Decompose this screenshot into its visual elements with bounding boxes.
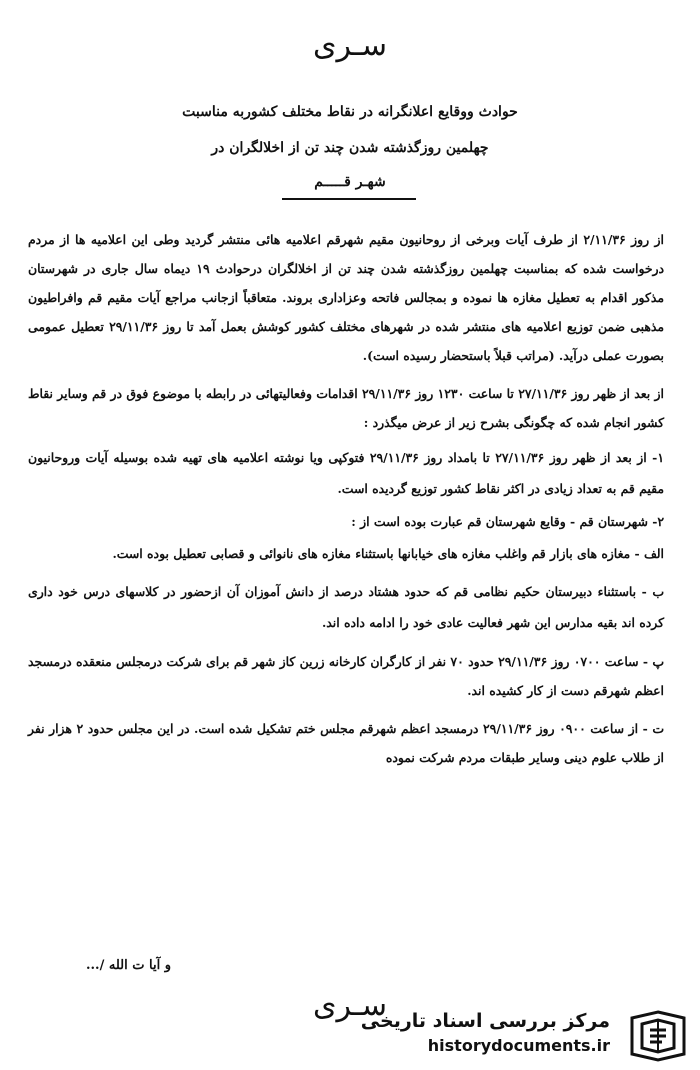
watermark [360, 1008, 688, 1064]
classification-stamp-bottom: سـری [313, 988, 387, 1023]
archive-logo-icon [628, 1008, 688, 1064]
paragraph-item-1: ۱- از بعد از ظهر روز ۲۷/۱۱/۳۶ تا بامداد روز ۲۹/۱۱/۳۶ فتوکپی ویا نوشته اعلامیه های تهیه شده بوسیله آیات وروحانیون مقیم قم به تعداد زیادی در اکثر نقاط کشور توزیع گردیده است. [28, 450, 664, 496]
watermark-site: historydocuments.ir [427, 1036, 610, 1055]
title-line-1: حوادث ووقایع اعلانگرانه در نقاط مختلف کشوربه مناسبت [182, 104, 518, 120]
classification-stamp-top: سـری [313, 28, 387, 63]
watermark-text [361, 1010, 610, 1055]
title-line-3: شهـر قـــــم [314, 174, 386, 190]
paragraph-item-2: ۲- شهرستان قم - وقایع شهرستان قم عبارت بوده است از : [351, 514, 664, 529]
closing-line: و آیا ت الله /... [86, 958, 171, 973]
paragraph-item-be: ب - باستثناء دبیرستان حکیم نظامی قم که حدود هشتاد درصد از دانش آموزان آن ازحضور در کلاسهای درس خود داری کرده اند بقیه مدارس این شهر فعالیت عادی خود را ادامه داده اند. [28, 584, 664, 631]
title-line-2: چهلمین روزگذشته شدن چند تن از اخلالگران در [211, 140, 489, 156]
paragraph-summary: از بعد از ظهر روز ۲۷/۱۱/۳۶ تا ساعت ۱۲۳۰ روز ۲۹/۱۱/۳۶ اقدامات وفعالیتهائی در رابطه با موضوع فوق در قم وسایر نقاط کشور انجام شده که چگونگی بشرح زیر از عرض میگذرد : [28, 386, 664, 430]
paragraph-item-te: ت - از ساعت ۰۹۰۰ روز ۲۹/۱۱/۳۶ درمسجد اعظم شهرقم مجلس ختم تشکیل شده است. در این مجلس حدود ۲ هزار نفر از طلاب علوم دینی وسایر طبقات مردم شرکت نموده [28, 721, 664, 766]
paragraph-intro: از روز ۲/۱۱/۳۶ از طرف آیات وبرخی از روحانیون مقیم شهرقم اعلامیه هائی منتشر گردید وطی این اعلامیه ها از مردم درخواست شده که بمناسبت چهلمین روزگذشته شدن چند تن از اخلالگران درحوادث ۱۹ دیماه سال جاری در شهرستان مذکور اقدام به تعطیل مغازه ها نموده و بمجالس فاتحه وعزاداری بروند. متعاقباً ازجانب مراجع آیات مقیم قم وافراطیون مذهبی ضمن توزیع اعلامیه های منتشر شده در شهرهای مختلف کشور کوشش بعمل آمد تا روز ۲۹/۱۱/۳۶ تعطیل عمومی بصورت عملی درآید. (مراتب قبلاً باستحضار رسیده است). [28, 232, 665, 363]
watermark-org-name: مرکز بررسی اسناد تاریخی [360, 1010, 610, 1032]
paragraph-item-alef: الف - مغازه های بازار قم واغلب مغازه های خیابانها باستثناء مغازه های نانوائی و قصابی تعطیل بوده است. [112, 545, 664, 561]
paragraph-item-pe: پ - ساعت ۰۷۰۰ روز ۲۹/۱۱/۳۶ حدود ۷۰ نفر از کارگران کارخانه زرین کاز شهر قم برای شرکت درمجلس منعقده درمسجد اعظم شهرقم دست از کار کشیده اند. [28, 654, 665, 699]
title-underline [282, 198, 416, 200]
document-body [28, 225, 664, 772]
